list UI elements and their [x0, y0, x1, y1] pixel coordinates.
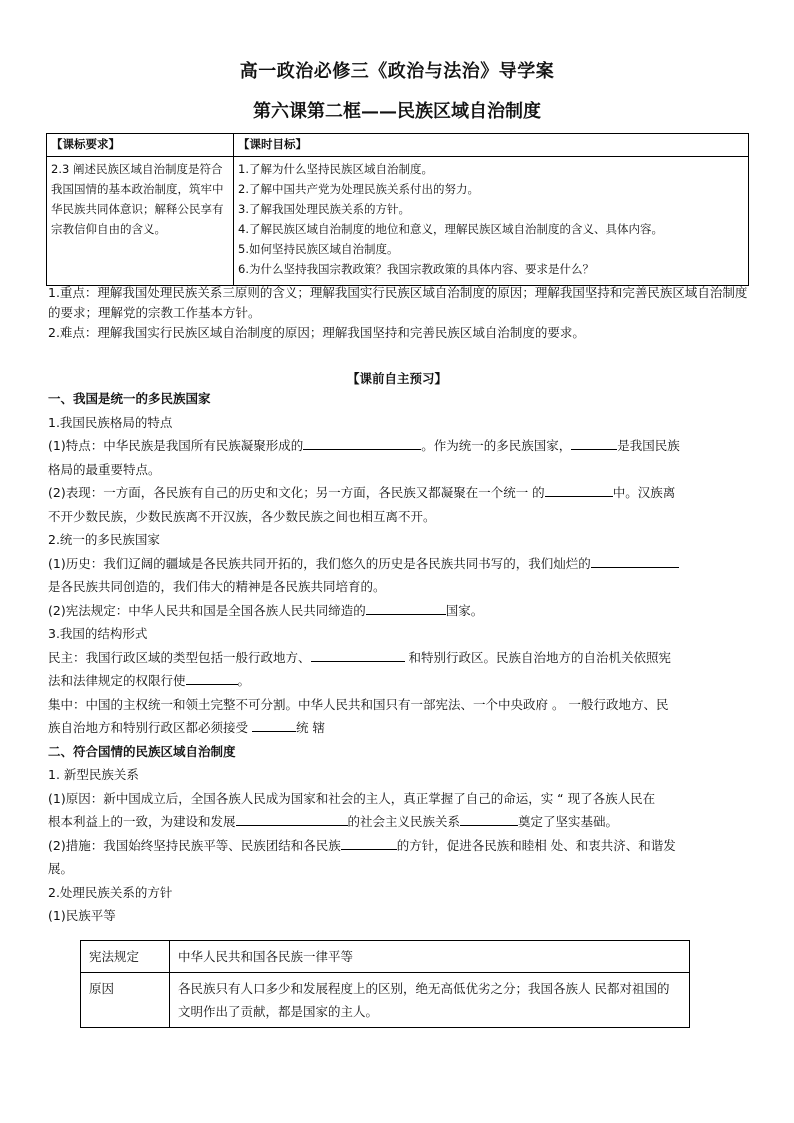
paragraph: (2)宪法规定：中华人民共和国是全国各族人民共同缔造的 国家。 — [48, 599, 748, 623]
paragraph: (1)历史：我们辽阔的疆域是各民族共同开拓的，我们悠久的历史是各民族共同书写的，我们灿烂的 — [48, 552, 748, 576]
lesson-title: 第六课第二框——民族区域自治制度 — [253, 101, 541, 122]
paragraph: 族自治地方和特别行政区都必须接受 统 辖 — [48, 716, 748, 740]
subsection-title: 2.处理民族关系的方针 — [48, 884, 173, 900]
requirement-header: 【课标要求】 — [47, 134, 234, 157]
page-title: 高一政治必修三《政治与法治》导学案 — [239, 61, 555, 82]
fill-blank[interactable] — [303, 435, 421, 450]
fill-blank[interactable] — [366, 600, 446, 615]
requirement-text: 2.3 阐述民族区域自治制度是符合我国国情的基本政治制度，筑牢中华民族共同体意识；解释公民享有宗教信仰自由的含义。 — [47, 157, 234, 286]
section-2-title: 二、符合国情的民族区域自治制度 — [48, 743, 236, 759]
paragraph: (2)措施：我国始终坚持民族平等、民族团结和各民族 的方针，促进各民族和睦相 处、和衷共济、和谐发 — [48, 834, 748, 858]
fill-blank[interactable] — [311, 647, 405, 662]
paragraph: 格局的最重要特点。 — [48, 461, 161, 477]
subsection-title: 2.统一的多民族国家 — [48, 532, 160, 547]
paragraph: 法和法律规定的权限行使 。 — [48, 669, 748, 693]
fill-blank[interactable] — [591, 553, 679, 568]
target-item: 5.如何坚持民族区域自治制度。 — [238, 242, 399, 256]
paragraph: 展。 — [48, 861, 74, 876]
target-list — [234, 157, 749, 286]
difficult-points: 2.难点：理解我国实行民族区域自治制度的原因；理解我国坚持和完善民族区域自治制度的要求。 — [48, 325, 585, 340]
target-item: 2.了解中国共产党为处理民族关系付出的努力。 — [238, 182, 479, 196]
target-header: 【课时目标】 — [234, 134, 749, 157]
subsection-title: 1.我国民族格局的特点 — [48, 414, 173, 430]
paragraph: 根本利益上的一致，为建设和发展 的社会主义民族关系 奠定了坚实基础。 — [48, 810, 748, 834]
fill-blank[interactable] — [236, 811, 348, 826]
fill-blank[interactable] — [252, 717, 296, 732]
section-1-title: 一、我国是统一的多民族国家 — [48, 391, 211, 406]
fill-blank[interactable] — [341, 835, 397, 850]
paragraph: 集中：中国的主权统一和领土完整不可分割。中华人民共和国只有一部宪法、一个中央政府 。 一般行政地方、民 — [48, 696, 669, 712]
fill-blank[interactable] — [571, 435, 617, 450]
fill-blank[interactable] — [186, 670, 238, 685]
subsection-title: 1. 新型民族关系 — [48, 767, 139, 782]
paragraph: (2)表现：一方面，各民族有自己的历史和文化；另一方面，各民族又都凝聚在一个统一 的 中。汉族离 — [48, 481, 748, 505]
equality-table — [80, 940, 690, 1028]
fill-blank[interactable] — [545, 482, 613, 497]
key-points — [48, 283, 748, 343]
preview-heading: 【课前自主预习】 — [346, 371, 447, 386]
equality-row-key: 原因 — [81, 973, 170, 1028]
subsection-title: (1)民族平等 — [48, 908, 116, 923]
target-item: 4.了解民族区域自治制度的地位和意义，理解民族区域自治制度的含义、具体内容。 — [238, 222, 663, 236]
paragraph: (1)特点：中华民族是我国所有民族凝聚形成的 。作为统一的多民族国家， 是我国民族 — [48, 434, 748, 458]
target-item: 6.为什么坚持我国宗教政策？我国宗教政策的具体内容、要求是什么？ — [238, 262, 594, 276]
paragraph: 是各民族共同创造的，我们伟大的精神是各民族共同培育的。 — [48, 579, 386, 594]
goals-table — [46, 133, 749, 286]
subsection-title: 3.我国的结构形式 — [48, 626, 148, 641]
fill-blank[interactable] — [460, 811, 518, 826]
paragraph: (1)原因：新中国成立后，全国各族人民成为国家和社会的主人，真正掌握了自己的命运，实 “ 现了各族人民在 — [48, 790, 656, 806]
preview-content — [48, 387, 748, 928]
target-item: 3.了解我国处理民族关系的方针。 — [238, 202, 410, 216]
paragraph: 民主：我国行政区域的类型包括一般行政地方、 和特别行政区。民族自治地方的自治机关依照宪 — [48, 646, 748, 670]
focus-points: 1.重点：理解我国处理民族关系三原则的含义；理解我国实行民族区域自治制度的原因；理解我国坚持和完善民族区域自治制度的要求；理解党的宗教工作基本方针。 — [48, 285, 748, 320]
equality-row-value: 中华人民共和国各民族一律平等 — [170, 941, 690, 973]
equality-row-key: 宪法规定 — [81, 941, 170, 973]
equality-row-value: 各民族只有人口多少和发展程度上的区别，绝无高低优劣之分；我国各族人 民都对祖国的文明作出了贡献，都是国家的主人。 — [170, 973, 690, 1028]
paragraph: 不开少数民族，少数民族离不开汉族，各少数民族之间也相互离不开。 — [48, 508, 436, 524]
target-item: 1.了解为什么坚持民族区域自治制度。 — [238, 162, 433, 176]
